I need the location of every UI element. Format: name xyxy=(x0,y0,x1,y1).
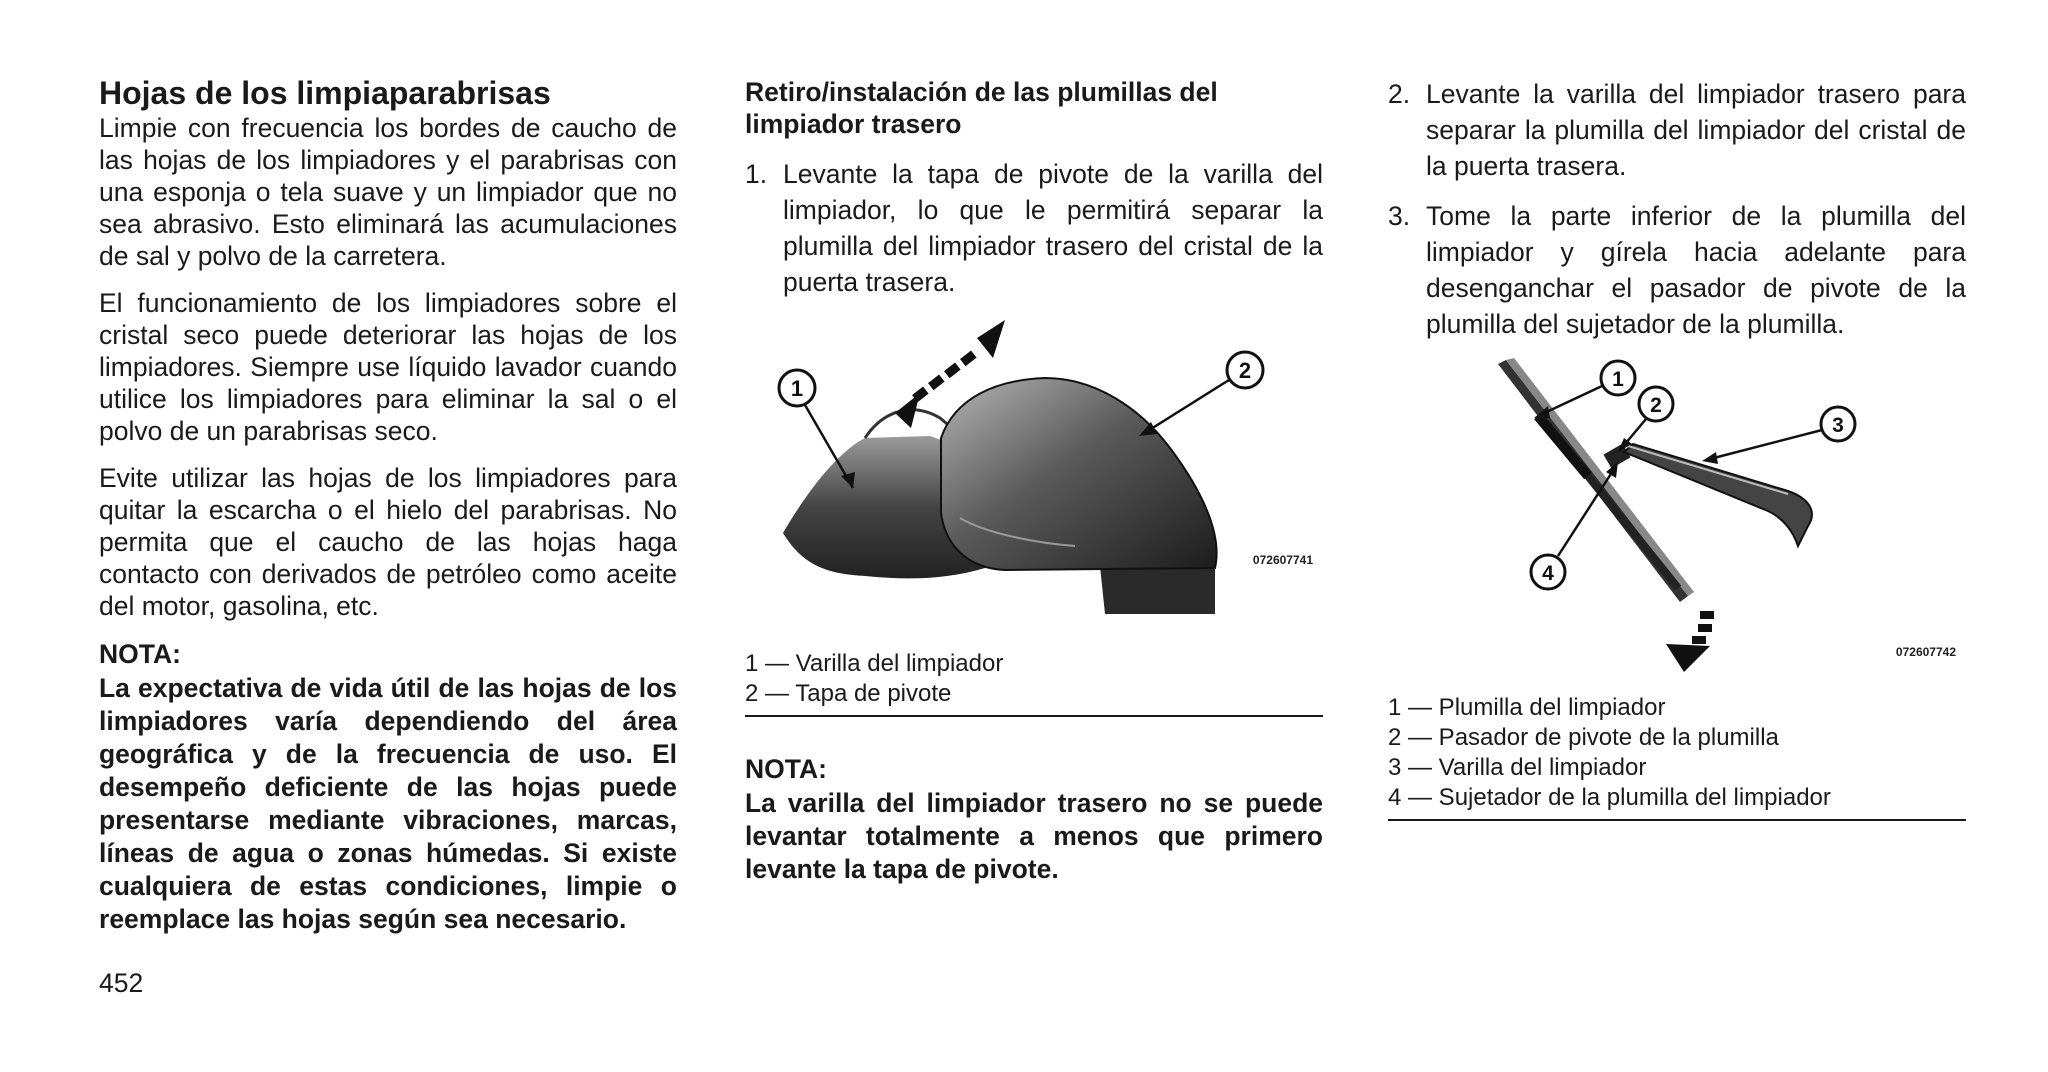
paragraph-2: El funcionamiento de los limpiadores sobre el cristal seco puede deteriorar las hojas de los limpiadores. Siempre use líquido lavador cuando utilice los limpiadores para eliminar la sal o el polvo de un parabrisas seco. xyxy=(99,288,677,446)
step-list xyxy=(1388,76,1966,342)
figure-legend xyxy=(745,649,1323,717)
svg-text:2: 2 xyxy=(1238,358,1252,383)
step-text: Tome la parte inferior de la plumilla del limpiador y gírela hacia adelante para desenganchar el pasador de pivote de la plumilla del sujetador de la plumilla. xyxy=(1426,201,1966,339)
step-number: 2. xyxy=(1388,79,1411,109)
figure-wiper-blade xyxy=(1388,356,1966,681)
wiper-blade-illustration xyxy=(1388,356,1966,676)
figure-legend xyxy=(1388,693,1966,821)
step-number: 1. xyxy=(745,159,768,189)
nota-text: La varilla del limpiador trasero no se puede levantar totalmente a menos que primero levante la tapa de pivote. xyxy=(745,788,1323,884)
legend-item: 4 — Sujetador de la plumilla del limpiador xyxy=(1388,784,1831,811)
legend-item: 2 — Pasador de pivote de la plumilla xyxy=(1388,724,1779,751)
legend-item: 2 — Tapa de pivote xyxy=(745,680,952,707)
nota-text: La expectativa de vida útil de las hojas de los limpiadores varía dependiendo del área geográfica y de la frecuencia de uso. El desempeño deficiente de las hojas puede presentarse mediante vibraciones, marcas, líneas de agua o zonas húmedas. Si existe cualquiera de estas condiciones, limpie o reemplace las hojas según sea necesario. xyxy=(99,673,677,934)
column-left xyxy=(99,76,677,936)
callout-2 xyxy=(1139,352,1263,436)
callout-2 xyxy=(1618,387,1673,452)
rotate-arrow-icon xyxy=(1666,611,1714,672)
subsection-heading: Retiro/instalación de las plumillas del limpiador trasero xyxy=(745,77,1218,139)
svg-text:4: 4 xyxy=(1542,562,1554,585)
step-item xyxy=(1388,76,1966,184)
legend-item: 3 — Varilla del limpiador xyxy=(1388,754,1647,781)
svg-text:1: 1 xyxy=(790,376,804,401)
svg-text:1: 1 xyxy=(1612,368,1624,391)
wiper-arm-illustration xyxy=(745,318,1323,618)
callout-1 xyxy=(779,370,855,488)
legend-item: 1 — Varilla del limpiador xyxy=(745,650,1004,677)
column-middle xyxy=(745,76,1323,886)
callout-1 xyxy=(1534,361,1635,418)
step-number: 3. xyxy=(1388,201,1411,231)
paragraph-3: Evite utilizar las hojas de los limpiadores para quitar la escarcha o el hielo del parabrisas. No permita que el caucho de las hojas haga contacto con derivados de petróleo como aceite del motor, gasolina, etc. xyxy=(99,463,677,621)
callout-3 xyxy=(1702,407,1855,464)
figure-code: 072607742 xyxy=(1895,645,1956,659)
step-item xyxy=(745,156,1323,300)
svg-text:2: 2 xyxy=(1650,394,1662,417)
column-right xyxy=(1388,76,1966,821)
step-list xyxy=(745,156,1323,300)
nota-title: NOTA: xyxy=(99,639,181,669)
step-text: Levante la varilla del limpiador trasero para separar la plumilla del limpiador del cristal de la puerta trasera. xyxy=(1426,79,1966,181)
step-text: Levante la tapa de pivote de la varilla del limpiador, lo que le permitirá separar la plumilla del limpiador trasero del cristal de la puerta trasera. xyxy=(783,159,1323,297)
nota-title: NOTA: xyxy=(745,754,827,784)
svg-text:3: 3 xyxy=(1832,414,1844,437)
callout-4 xyxy=(1531,462,1618,589)
step-item xyxy=(1388,198,1966,342)
page-number: 452 xyxy=(99,968,144,998)
figure-code: 072607741 xyxy=(1252,553,1313,567)
section-heading: Hojas de los limpiaparabrisas xyxy=(99,75,551,111)
paragraph-1: Limpie con frecuencia los bordes de caucho de las hojas de los limpiadores y el parabrisas con una esponja o tela suave y un limpiador que no sea abrasivo. Esto eliminará las acumulaciones de sal y polvo de la carretera. xyxy=(99,113,677,271)
legend-item: 1 — Plumilla del limpiador xyxy=(1388,694,1666,721)
figure-wiper-arm-cap xyxy=(745,318,1323,623)
